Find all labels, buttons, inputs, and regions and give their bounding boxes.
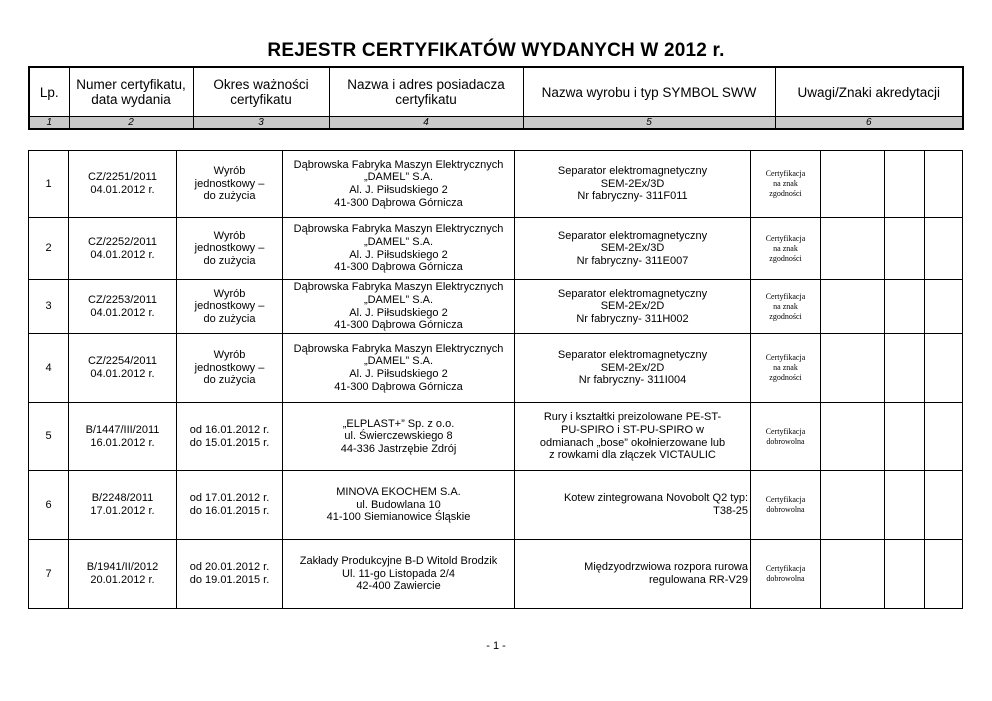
row-cert-number-line: B/2248/2011 — [91, 492, 154, 505]
row-product-line: PU-SPIRO i ST-PU-SPIRO w — [560, 423, 705, 436]
row-cert-number-line: CZ/2253/2011 — [88, 293, 157, 306]
row-product-line: z rowkami dla złączek VICTAULIC — [549, 449, 716, 462]
row-product-line: SEM-2Ex/2D — [600, 300, 665, 313]
row-remark-line: na znak — [773, 179, 798, 188]
row-holder-line: Dąbrowska Fabryka Maszyn Elektrycznych — [293, 223, 504, 236]
row-holder-line: 44-336 Jastrzębie Zdrój — [340, 442, 457, 455]
row-validity-line: Wyrób — [213, 349, 246, 362]
col-number-4: 4 — [329, 117, 523, 130]
register-table — [28, 150, 963, 609]
row-holder-line: Al. J. Piłsudskiego 2 — [349, 306, 448, 319]
row-validity — [177, 151, 283, 218]
row-product-line: SEM-2Ex/2D — [600, 361, 665, 374]
row-cert-number-line: 04.01.2012 r. — [90, 368, 155, 380]
row-remark-line: Certyfikacja — [765, 353, 806, 362]
row-cert-number-line: 04.01.2012 r. — [90, 248, 155, 261]
page-number: - 1 - — [486, 640, 506, 652]
row-holder-line: Zakłady Produkcyjne B-D Witold Brodzik — [299, 555, 498, 568]
row-holder-line: „DAMEL” S.A. — [363, 293, 434, 306]
row-holder-line: MINOVA EKOCHEM S.A. — [336, 486, 461, 499]
row-product — [515, 471, 751, 540]
table-row — [29, 280, 963, 334]
row-product — [515, 218, 751, 280]
row-empty-cell — [821, 403, 885, 471]
row-empty-cell — [821, 540, 885, 609]
row-validity-line: jednostkowy – — [194, 242, 265, 255]
row-validity-line: do zużycia — [203, 312, 256, 325]
row-validity-line: do zużycia — [203, 254, 256, 267]
row-remark-line: Certyfikacja — [765, 426, 806, 436]
row-remark — [751, 334, 821, 403]
row-validity-line: do 15.01.2015 r. — [189, 436, 270, 449]
row-empty-cell — [925, 334, 963, 403]
row-empty-cell — [885, 403, 925, 471]
row-remark — [751, 218, 821, 280]
col-number-1: 1 — [29, 117, 69, 130]
row-holder-line: „ELPLAST+” Sp. z o.o. — [342, 417, 455, 430]
row-empty-cell — [885, 151, 925, 218]
row-product — [515, 334, 751, 403]
table-row — [29, 540, 963, 609]
row-remark — [751, 471, 821, 540]
row-product-line: Rury i kształtki preizolowane PE-ST- — [543, 411, 722, 424]
row-validity-line: Wyrób — [213, 229, 246, 242]
header-validity: Okres ważności certyfikatu — [193, 67, 329, 117]
row-holder — [283, 540, 515, 609]
row-remark-line: zgodności — [769, 253, 802, 263]
row-remark-line: na znak — [773, 243, 798, 253]
row-remark-line: zgodności — [769, 189, 802, 198]
header-cert-number: Numer certyfikatu, data wydania — [69, 67, 193, 117]
row-holder-line: 41-300 Dąbrowa Górnicza — [334, 319, 463, 332]
row-holder-line: Al. J. Piłsudskiego 2 — [349, 368, 448, 380]
row-validity-line: od 17.01.2012 r. — [189, 492, 270, 505]
row-lp: 2 — [29, 218, 69, 280]
page-title: REJESTR CERTYFIKATÓW WYDANYCH W 2012 r. — [267, 40, 725, 61]
row-product-line: Nr fabryczny- 311E007 — [576, 254, 689, 267]
row-holder — [283, 471, 515, 540]
row-cert-number-line: B/1447/III/2011 — [85, 423, 160, 436]
row-cert-number — [69, 471, 177, 540]
row-holder-line: 41-300 Dąbrowa Górnicza — [334, 261, 463, 274]
row-holder-line: 41-300 Dąbrowa Górnicza — [334, 380, 463, 393]
row-validity-line: jednostkowy – — [194, 177, 265, 190]
row-holder-line: Ul. 11-go Listopada 2/4 — [342, 567, 455, 580]
row-remark-line: Certyfikacja — [765, 169, 806, 178]
row-empty-cell — [885, 280, 925, 334]
row-holder — [283, 151, 515, 218]
row-remark-line: Certyfikacja — [765, 564, 806, 573]
row-remark-line: dobrowolna — [766, 574, 805, 583]
row-cert-number — [69, 280, 177, 334]
row-holder-line: Dąbrowska Fabryka Maszyn Elektrycznych — [293, 342, 504, 355]
row-lp: 6 — [29, 471, 69, 540]
row-cert-number-line: 04.01.2012 r. — [90, 184, 155, 196]
row-validity-line: od 16.01.2012 r. — [189, 423, 270, 436]
row-empty-cell — [925, 403, 963, 471]
row-validity-line: do 19.01.2015 r. — [189, 574, 270, 586]
header-holder: Nazwa i adres posiadacza certyfikatu — [329, 67, 523, 117]
row-cert-number-line: 20.01.2012 r. — [90, 574, 155, 586]
row-holder-line: „DAMEL” S.A. — [363, 355, 434, 368]
row-product-line: Nr fabryczny- 311H002 — [576, 312, 689, 325]
row-validity — [177, 540, 283, 609]
row-empty-cell — [885, 218, 925, 280]
row-validity-line: do zużycia — [203, 374, 256, 387]
row-product-line: Separator elektromagnetyczny — [557, 165, 708, 178]
row-remark — [751, 151, 821, 218]
row-product-line: Separator elektromagnetyczny — [557, 287, 708, 300]
row-cert-number-line: 16.01.2012 r. — [90, 436, 155, 449]
row-product-line: SEM-2Ex/3D — [600, 177, 665, 190]
row-cert-number-line: 17.01.2012 r. — [90, 505, 155, 517]
row-product-line: Nr fabryczny- 311I004 — [578, 374, 687, 387]
row-cert-number-line: B/1941/II/2012 — [86, 561, 159, 574]
col-number-6: 6 — [775, 117, 963, 130]
row-holder-line: Al. J. Piłsudskiego 2 — [349, 248, 448, 261]
row-product — [515, 151, 751, 218]
row-product-line: Nr fabryczny- 311F011 — [577, 190, 688, 203]
row-holder-line: Al. J. Piłsudskiego 2 — [349, 184, 448, 196]
col-number-5: 5 — [523, 117, 775, 130]
table-row — [29, 471, 963, 540]
row-cert-number-line: CZ/2251/2011 — [88, 171, 157, 184]
row-holder — [283, 280, 515, 334]
row-empty-cell — [821, 151, 885, 218]
header-remarks: Uwagi/Znaki akredytacji — [775, 67, 963, 117]
row-holder-line: ul. Świerczewskiego 8 — [344, 430, 453, 443]
row-empty-cell — [925, 540, 963, 609]
row-remark — [751, 540, 821, 609]
row-validity-line: jednostkowy – — [194, 361, 265, 374]
row-validity-line: jednostkowy – — [194, 300, 265, 313]
row-holder-line: „DAMEL” S.A. — [363, 171, 434, 184]
row-remark-line: na znak — [773, 301, 798, 311]
row-validity — [177, 403, 283, 471]
row-validity-line: do 16.01.2015 r. — [189, 505, 270, 517]
row-validity-line: do zużycia — [203, 190, 256, 203]
row-empty-cell — [821, 218, 885, 280]
row-holder — [283, 334, 515, 403]
row-cert-number — [69, 334, 177, 403]
row-product-line: T38-25 — [713, 505, 748, 517]
row-product-line: SEM-2Ex/3D — [600, 242, 665, 255]
row-holder-line: 41-100 Siemianowice Śląskie — [326, 511, 471, 524]
row-validity — [177, 334, 283, 403]
row-remark-line: zgodności — [769, 373, 802, 382]
header-lp: Lp. — [29, 67, 69, 117]
row-lp: 7 — [29, 540, 69, 609]
row-remark-line: Certyfikacja — [765, 495, 806, 504]
row-empty-cell — [925, 218, 963, 280]
row-validity-line: od 20.01.2012 r. — [189, 561, 270, 574]
row-lp: 3 — [29, 280, 69, 334]
row-cert-number — [69, 540, 177, 609]
row-empty-cell — [925, 471, 963, 540]
row-empty-cell — [821, 471, 885, 540]
row-lp: 1 — [29, 151, 69, 218]
col-number-2: 2 — [69, 117, 193, 130]
row-cert-number — [69, 218, 177, 280]
col-number-3: 3 — [193, 117, 329, 130]
row-validity — [177, 280, 283, 334]
row-cert-number-line: CZ/2252/2011 — [88, 235, 157, 248]
row-product-line: Separator elektromagnetyczny — [557, 349, 708, 362]
table-row — [29, 151, 963, 218]
row-product-line: odmianach „bose” okołnierzowane lub — [539, 436, 726, 449]
table-row — [29, 334, 963, 403]
row-holder-line: 41-300 Dąbrowa Górnicza — [334, 196, 463, 209]
row-product — [515, 280, 751, 334]
header-product: Nazwa wyrobu i typ SYMBOL SWW — [523, 67, 775, 117]
row-product — [515, 540, 751, 609]
row-validity — [177, 218, 283, 280]
row-remark — [751, 403, 821, 471]
table-row — [29, 218, 963, 280]
row-empty-cell — [885, 540, 925, 609]
row-product-line: regulowana RR-V29 — [648, 574, 748, 586]
row-empty-cell — [925, 280, 963, 334]
row-validity-line: Wyrób — [213, 165, 246, 178]
row-holder-line: Dąbrowska Fabryka Maszyn Elektrycznych — [293, 281, 504, 294]
row-holder — [283, 218, 515, 280]
row-product-line: Kotew zintegrowana Novobolt Q2 typ: — [563, 492, 748, 505]
row-empty-cell — [821, 334, 885, 403]
row-holder-line: „DAMEL” S.A. — [363, 235, 434, 248]
row-empty-cell — [885, 471, 925, 540]
row-lp: 5 — [29, 403, 69, 471]
row-holder — [283, 403, 515, 471]
row-remark-line: dobrowolna — [766, 436, 805, 446]
row-cert-number-line: 04.01.2012 r. — [90, 306, 155, 319]
table-row — [29, 403, 963, 471]
row-cert-number-line: CZ/2254/2011 — [88, 355, 157, 368]
row-empty-cell — [925, 151, 963, 218]
row-cert-number — [69, 403, 177, 471]
row-remark-line: zgodności — [769, 311, 802, 321]
row-empty-cell — [885, 334, 925, 403]
row-lp: 4 — [29, 334, 69, 403]
row-holder-line: Dąbrowska Fabryka Maszyn Elektrycznych — [293, 158, 504, 171]
row-product-line: Separator elektromagnetyczny — [557, 229, 708, 242]
register-header-table — [28, 66, 964, 130]
row-remark-line: dobrowolna — [766, 505, 805, 514]
row-remark-line: na znak — [773, 363, 798, 372]
row-product-line: Międzyodrzwiowa rozpora rurowa — [584, 561, 748, 574]
row-remark-line: Certyfikacja — [765, 233, 806, 243]
row-cert-number — [69, 151, 177, 218]
row-remark-line: Certyfikacja — [765, 291, 806, 301]
row-remark — [751, 280, 821, 334]
row-product — [515, 403, 751, 471]
row-validity — [177, 471, 283, 540]
row-holder-line: 42-400 Zawiercie — [356, 580, 441, 593]
row-validity-line: Wyrób — [213, 287, 246, 300]
row-holder-line: ul. Budowlana 10 — [356, 498, 441, 511]
row-empty-cell — [821, 280, 885, 334]
